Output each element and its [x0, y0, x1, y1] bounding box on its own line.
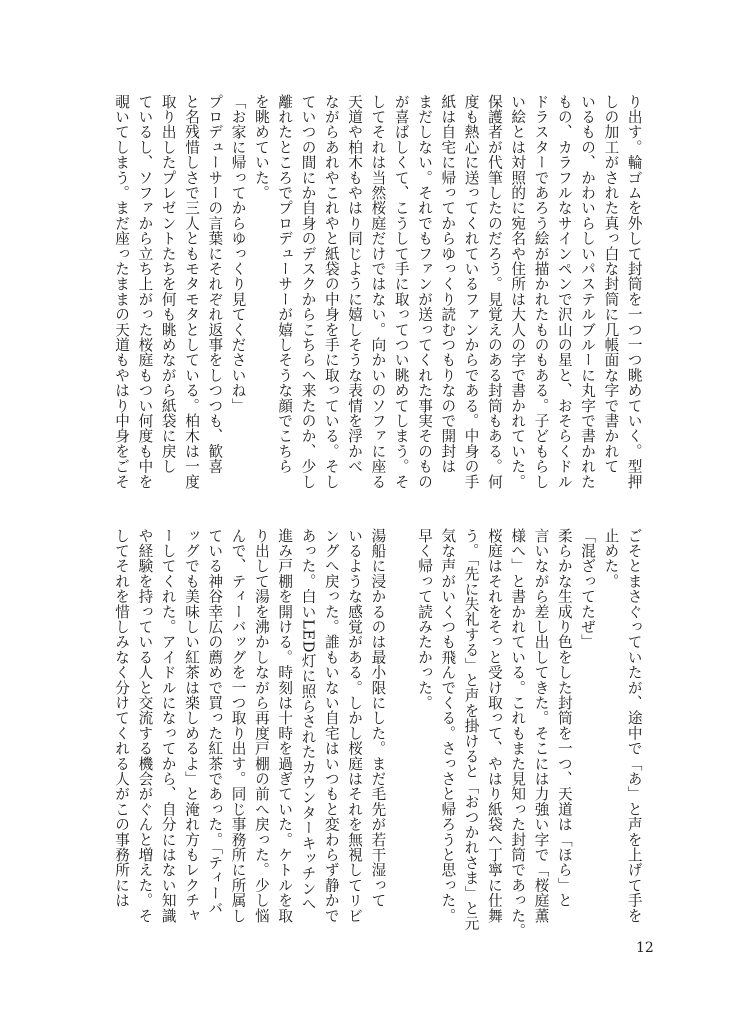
text-line: いるような感覚がある。しかし桜庭はそれを無視してリビ	[346, 528, 364, 924]
text-line: あった。白いLED灯に照らされたカウンターキッチンへ	[299, 528, 317, 912]
text-line: 進み戸棚を開ける。時刻は十時を過ぎていた。ケトルを取	[276, 528, 294, 924]
text-line: 止めた。	[602, 528, 620, 589]
text-line: ーしてくれた。アイドルになってから、自分にはない知識	[159, 528, 177, 924]
text-line: 早く帰って読みたかった。	[416, 528, 433, 711]
text-line: 気な声がいくつも飛んでくる。さっさと帰ろうと思った。	[439, 528, 457, 924]
text-line: 「混ざってたぜ」	[579, 528, 597, 650]
text-line: 桜庭はそれをそっと受け取って、やはり紙袋へ丁寧に仕舞	[485, 528, 503, 924]
text-line: ていつの間にか自身のデスクからこちらへ来たのか、少し	[299, 94, 317, 490]
text-line: 紙は自宅に帰ってからゆっくり読むつもりなので開封は	[439, 94, 457, 474]
text-line: ッグでも美味しい紅茶は楽しめるよ」と淹れ方もレクチャ	[183, 528, 200, 924]
text-line: 天道や柏木もやはり同じように嬉しそうな表情を浮かべ	[346, 94, 364, 474]
text-line: プロデューサーの言葉にそれぞれ返事をしつつも、歓喜	[206, 94, 224, 474]
text-line: いるもの、かわいらしいパステルブルーに丸字で書かれた	[579, 94, 597, 490]
text-line: う。「先に失礼する」と声を掛けると「おつかれさま」と元	[462, 528, 480, 932]
text-line: 離れたところでプロデューサーが嬉しそうな顔でこちら	[276, 94, 294, 474]
text-line: 覗いてしまう。まだ座ったままの天道もやはり中身をごそ	[113, 94, 131, 490]
text-line: が喜ばしくて、こうして手に取ってつい眺めてしまう。そ	[392, 94, 410, 490]
text-line: ながらあれやこれやと紙袋の中身を手に取っている。そし	[322, 94, 340, 490]
text-line: 保護者が代筆したのだろう。見覚えのある封筒もある。何	[485, 94, 503, 490]
text-line: や経験を持っている人と交流する機会がぐんと増えた。そ	[136, 528, 154, 924]
text-line: 度も熱心に送ってくれているファンからである。中身の手	[462, 94, 480, 490]
text-line: しの加工がされた真っ白な封筒に几帳面な字で書かれて	[602, 94, 620, 474]
text-line: まだしない。それでもファンが送ってくれた事実そのもの	[416, 94, 433, 490]
text-line: と名残惜しさで三人ともモタモタとしている。柏木は一度	[183, 94, 200, 490]
page-number: 12	[636, 940, 654, 956]
text-line: ドラスターであろう絵が描かれたものもある。子どもらし	[532, 94, 550, 490]
text-line: を眺めていた。	[252, 94, 270, 201]
text-line: んで、ティーバッグを一つ取り出す。同じ事務所に所属し	[229, 528, 247, 924]
text-line: 柔らかな生成り色をした封筒を一つ、天道は「ほら」と	[555, 528, 573, 908]
text-line: してそれは当然桜庭だけではない。向かいのソファに座る	[369, 94, 387, 490]
text-line: 様へ」と書かれている。これもまた見知った封筒であった。	[509, 528, 527, 939]
text-line: ごそとまさぐっていたが、途中で「あ」と声を上げて手を	[625, 528, 643, 924]
text-line: 言いながら差し出してきた。そこには力強い字で「桜庭薫	[532, 528, 550, 924]
text-line: もの、カラフルなサインペンで沢山の星と、おそらくドル	[555, 94, 573, 490]
text-line: ているし、ソファから立ち上がった桜庭もつい何度も中を	[136, 94, 154, 490]
text-line: ングへ戻った。誰もいない自宅はいつもと変わらず静かで	[322, 528, 340, 924]
text-line: ている神谷幸広の薦めで買った紅茶であった。「ティーバ	[206, 528, 224, 916]
text-line: り出して湯を沸かしながら再度戸棚の前へ戻った。少し悩	[252, 528, 270, 924]
text-line: 湯船に浸かるのは最小限にした。まだ毛先が若干湿って	[369, 528, 387, 908]
text-line: 「お家に帰ってからゆっくり見てくださいね」	[229, 94, 247, 414]
text-line: 取り出したプレゼントたちを何も眺めながら紙袋に戻し	[159, 94, 177, 474]
text-line: してそれを惜しみなく分けてくれる人がこの事務所には	[113, 528, 131, 908]
text-line: り出す。輪ゴムを外して封筒を一つ一つ眺めていく。型押	[625, 94, 643, 490]
text-line: い絵とは対照的に宛名や住所は大人の字で書かれていた。	[509, 94, 527, 490]
